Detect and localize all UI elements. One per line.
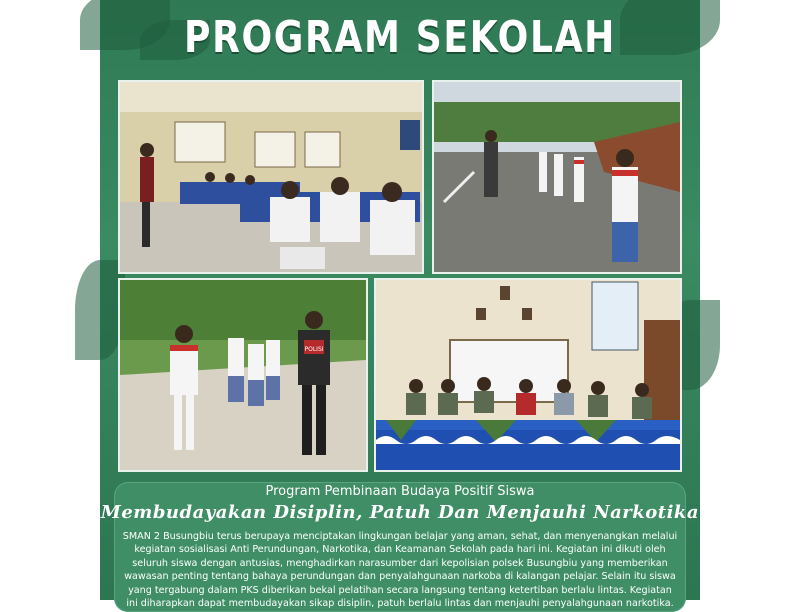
poster <box>100 0 700 610</box>
program-tagline: Membudayakan Disiplin, Patuh Dan Menjauhi Narkotika <box>100 502 700 523</box>
photo-yard <box>118 278 368 472</box>
meeting-scene <box>376 280 680 470</box>
page-title: PROGRAM SEKOLAH <box>183 12 617 63</box>
yard-scene <box>120 280 366 470</box>
photo-meeting <box>374 278 682 472</box>
photo-classroom <box>118 80 424 274</box>
vest-label: POLISI <box>304 346 324 353</box>
classroom-scene <box>120 82 422 272</box>
program-subtitle: Program Pembinaan Budaya Positif Siswa <box>265 484 535 499</box>
photo-road <box>432 80 682 274</box>
road-scene <box>434 82 680 272</box>
program-description: SMAN 2 Busungbiu terus berupaya menciptakan lingkungan belajar yang aman, sehat, dan menyenangkan melalui kegiatan sosialisasi Anti Perundungan, Narkotika, dan Keamanan Sekolah pada hari ini. Kegiatan ini dikuti oleh seluruh siswa dengan antusias, menghadirkan narasumber dari kepolisian polsek Busungbiu yang memberikan wawasan penting tentang bahaya perundungan dan penyalahgunaan narkoba di kalangan pelajar. Selain itu siswa yang tergabung dalam PKS diberikan bekal pelatihan secara langsung tentang ketertiban berlalu lintas. Kegiatan ini diharapkan dapat membudayakan sikap disiplin, patuh berlalu lintas dan menjauhi penyalahgunaan narkotika. <box>122 531 678 610</box>
